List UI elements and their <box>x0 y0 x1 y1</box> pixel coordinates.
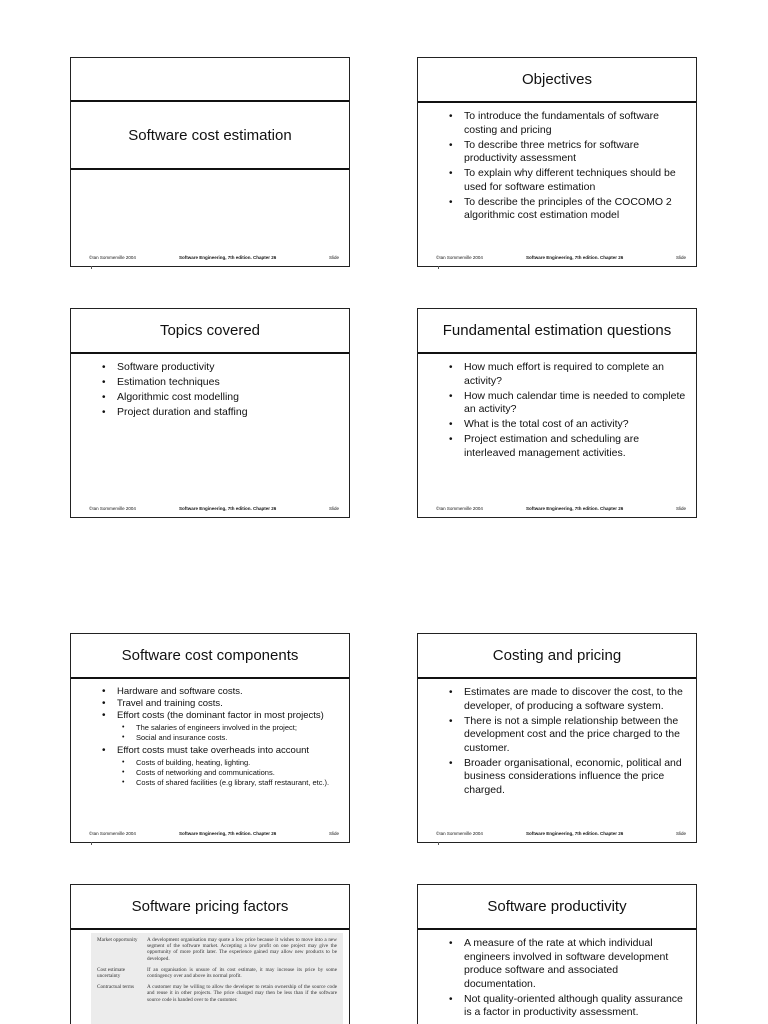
bullet-item: • How much calendar time is needed to complete an activity? <box>464 390 686 417</box>
description-cell: A customer may be willing to allow the developer to retain ownership of the source code and reuse it in other projects. The price charged may then be less than if the software source code is handed over to the customer. <box>147 984 337 1003</box>
bullet-item: • Hardware and software costs. <box>117 686 339 698</box>
footer-book: Software Engineering, 7th edition. Chapter 26 <box>526 255 624 260</box>
footer-tick <box>91 842 92 845</box>
bullet-item: • To describe the principles of the COCOMO 2 algorithmic cost estimation model <box>464 196 686 223</box>
bullet-item: • Not quality-oriented although quality assurance is a factor in productivity assessment. <box>464 993 686 1020</box>
footer-tick <box>438 842 439 845</box>
bullet-list <box>89 686 339 788</box>
bullet-item: • A measure of the rate at which individual engineers involved in software development produce software and associated documentation. <box>464 937 686 991</box>
footer-author: ©Ian Sommerville 2004 <box>89 506 136 511</box>
description-cell: If an organisation is unsure of its cost estimate, it may increase its price by some contingency over and above its normal profit. <box>147 966 337 980</box>
bullet-item: • To explain why different techniques should be used for software estimation <box>464 167 686 194</box>
bullet-item: • To describe three metrics for software productivity assessment <box>464 139 686 166</box>
factor-cell: Contractual terms <box>97 984 135 991</box>
slide-footer <box>436 254 686 262</box>
bullet-item: • Travel and training costs. <box>117 698 339 710</box>
table-row <box>97 967 337 979</box>
bullet-list <box>89 361 339 420</box>
slide-body <box>89 686 339 790</box>
sub-bullet-list <box>117 758 339 788</box>
bullet-item: • Project duration and staffing <box>117 406 339 420</box>
bullet-item: • There is not a simple relationship between the development cost and the price charged to the customer. <box>464 715 686 756</box>
bullet-list <box>436 361 686 460</box>
footer-book: Software Engineering, 7th edition. Chapter 26 <box>526 506 624 511</box>
bullet-list <box>436 937 686 1020</box>
slide-footer <box>89 505 339 513</box>
bullet-item <box>117 710 339 743</box>
bullet-item: • Broader organisational, economic, political and business considerations influence the price charged. <box>464 757 686 798</box>
footer-slide: Slide <box>328 255 339 260</box>
bullet-item <box>117 745 339 788</box>
bullet-list <box>436 686 686 797</box>
bullet-item: • Algorithmic cost modelling <box>117 391 339 405</box>
slide-body <box>436 686 686 799</box>
sub-bullet-item: • Social and insurance costs. <box>136 733 339 743</box>
bullet-item: • Software productivity <box>117 361 339 375</box>
slide-footer <box>436 505 686 513</box>
bullet-item: • Estimation techniques <box>117 376 339 390</box>
footer-book: Software Engineering, 7th edition. Chapter 26 <box>179 255 277 260</box>
sub-bullet-item: • The salaries of engineers involved in the project; <box>136 723 339 733</box>
slide-software-cost-components <box>70 633 350 843</box>
slide-body <box>436 361 686 462</box>
slide-fundamental-estimation-questions <box>417 308 697 518</box>
slide-footer <box>436 830 686 838</box>
footer-tick <box>91 266 92 269</box>
pricing-factors-table <box>91 933 343 1024</box>
slide-title: Fundamental estimation questions <box>418 309 696 354</box>
bullet-text: Effort costs (the dominant factor in most projects) <box>117 710 324 721</box>
bullet-list <box>436 110 686 223</box>
slide-software-cost-estimation <box>70 57 350 267</box>
sub-bullet-item: • Costs of shared facilities (e.g library, staff restaurant, etc.). <box>136 778 339 788</box>
slide-body <box>436 110 686 224</box>
footer-author: ©Ian Sommerville 2004 <box>436 255 483 260</box>
slide-footer <box>89 830 339 838</box>
footer-book: Software Engineering, 7th edition. Chapter 26 <box>179 506 277 511</box>
factor-cell: Market opportunity <box>97 937 138 943</box>
footer-slide: Slide <box>328 831 339 836</box>
footer-book: Software Engineering, 7th edition. Chapter 26 <box>179 831 277 836</box>
footer-slide: Slide <box>328 506 339 511</box>
footer-author: ©Ian Sommerville 2004 <box>89 255 136 260</box>
slide-objectives <box>417 57 697 267</box>
bullet-item: • Project estimation and scheduling are interleaved management activities. <box>464 433 686 460</box>
footer-book: Software Engineering, 7th edition. Chapter 26 <box>526 831 624 836</box>
description-cell: A development organisation may quote a low price because it wishes to move into a new segment of the software market. Accepting a low profit on one project may give the opportunity of more profit later. The experience gained may allow new products to be developed. <box>147 937 337 962</box>
slide-software-productivity <box>417 884 697 1024</box>
slide-title: Topics covered <box>71 309 349 354</box>
sub-bullet-item: • Costs of building, heating, lighting. <box>136 758 339 768</box>
slide-body <box>89 361 339 421</box>
slide-title: Costing and pricing <box>418 634 696 679</box>
slide-title: Software cost components <box>71 634 349 679</box>
slide-title: Software cost estimation <box>71 100 349 170</box>
slide-title: Software pricing factors <box>71 885 349 930</box>
footer-author: ©Ian Sommerville 2004 <box>89 831 136 836</box>
slide-title: Objectives <box>418 58 696 103</box>
slide-footer <box>89 254 339 262</box>
slide-title: Software productivity <box>418 885 696 930</box>
bullet-item: • How much effort is required to complete an activity? <box>464 361 686 388</box>
bullet-item: • What is the total cost of an activity? <box>464 418 686 432</box>
sub-bullet-list <box>117 723 339 743</box>
slide-body <box>436 937 686 1021</box>
sub-bullet-item: • Costs of networking and communications. <box>136 768 339 778</box>
slide-costing-and-pricing <box>417 633 697 843</box>
slide-topics-covered <box>70 308 350 518</box>
footer-slide: Slide <box>675 255 686 260</box>
bullet-item: • Estimates are made to discover the cost, to the developer, of producing a software system. <box>464 686 686 713</box>
factor-cell: Cost estimate uncertainty <box>97 966 126 980</box>
slide-software-pricing-factors <box>70 884 350 1024</box>
bullet-item: • To introduce the fundamentals of software costing and pricing <box>464 110 686 137</box>
bullet-text: Effort costs must take overheads into account <box>117 745 310 756</box>
footer-slide: Slide <box>675 831 686 836</box>
footer-author: ©Ian Sommerville 2004 <box>436 506 483 511</box>
footer-author: ©Ian Sommerville 2004 <box>436 831 483 836</box>
table-row <box>97 984 337 1003</box>
footer-slide: Slide <box>675 506 686 511</box>
table-row <box>97 937 337 962</box>
footer-tick <box>438 266 439 269</box>
